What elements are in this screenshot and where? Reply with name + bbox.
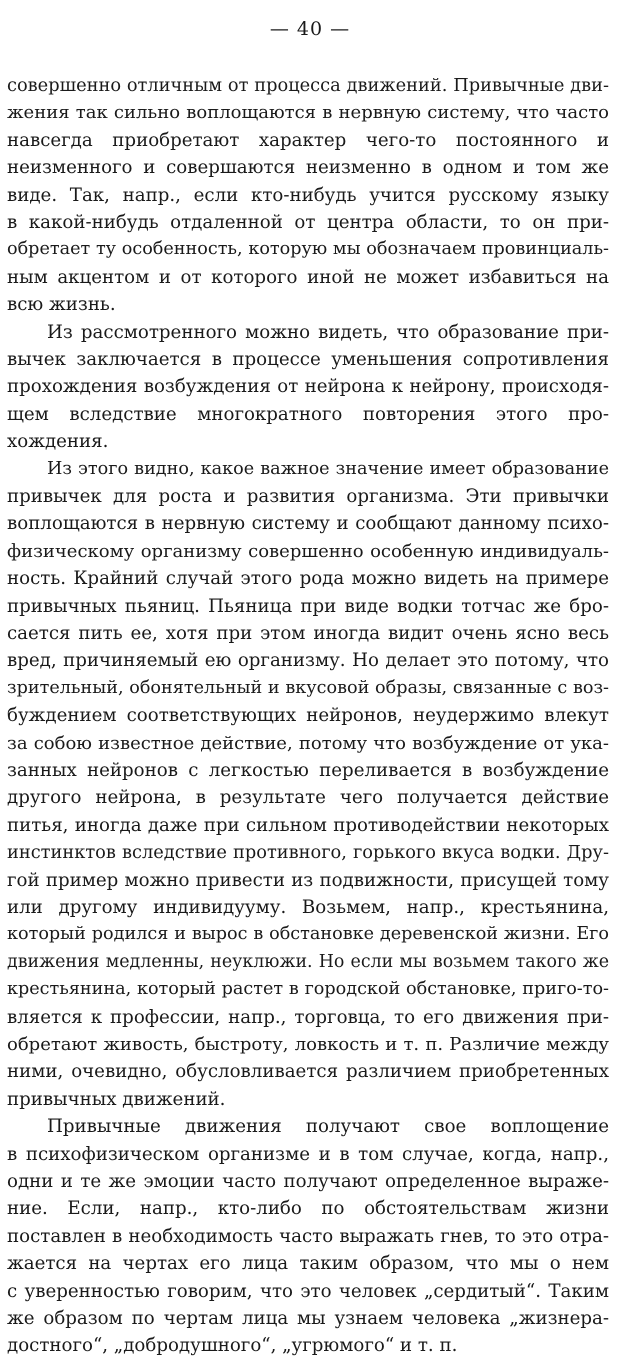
text-line: совершенно отличным от процесса движений. Привычные дви-	[7, 75, 609, 96]
text-line: обретает ту особенность, которую мы обозначаем провинциаль-	[7, 239, 609, 260]
text-line: поставлен в необходимость часто выражать гнев, то это отра-	[7, 1225, 609, 1247]
text-line: в психофизическом организме и в том случае, когда, напр.,	[7, 1143, 609, 1165]
text-line: буждением соответствующих нейронов, неудержимо влекут	[7, 705, 609, 727]
text-line: достного“, „добродушного“, „угрюмого“ и т. п.	[7, 1335, 458, 1357]
text-line: привычек для роста и развития организма. Эти привычки	[7, 486, 609, 507]
text-line: занных нейронов с легкостью переливается в возбуждение	[7, 760, 609, 781]
text-line: щем вследствие многократного повторения этого про-	[7, 403, 609, 425]
text-line: с уверенностью говорим, что это человек „сердитый“. Таким	[7, 1280, 609, 1302]
text-line: ними, очевидно, обусловливается различием приобретенных	[7, 1061, 609, 1083]
text-line: всю жизнь.	[7, 294, 116, 316]
text-line: за собою известное действие, потому что возбуждение от ука-	[7, 732, 609, 754]
text-line: Из рассмотренного можно видеть, что образование при-	[47, 321, 609, 343]
text-line: ние. Если, напр., кто-либо по обстоятельствам жизни	[7, 1198, 609, 1220]
text-line: который родился и вырос в обстановке деревенской жизни. Его	[7, 924, 609, 945]
text-line: движения медленны, неуклюжи. Но если мы возьмем такого же	[7, 951, 609, 972]
text-line: ным акцентом и от которого иной не может избавиться на	[7, 266, 609, 288]
text-line: крестьянина, который растет в городской обстановке, приго-то-	[7, 979, 609, 1000]
text-line: жения так сильно воплощаются в нервную систему, что часто	[7, 102, 609, 124]
text-line: другого нейрона, в результате чего получается действие	[7, 787, 609, 809]
text-line: Привычные движения получают свое воплощение	[47, 1116, 609, 1138]
text-line: инстинктов вследствие противного, горького вкуса водки. Дру-	[7, 842, 609, 864]
page-number: — 40 —	[269, 18, 351, 40]
text-line: виде. Так, напр., если кто-нибудь учится русскому языку	[7, 184, 609, 206]
text-line: воплощаются в нервную систему и сообщают данному психо-	[7, 513, 609, 535]
text-line: вред, причиняемый ею организму. Но делает это потому, что	[7, 650, 609, 672]
text-line: физическому организму совершенно особенную индивидуаль-	[7, 540, 609, 562]
text-line: жается на чертах его лица таким образом, что мы о нем	[7, 1253, 609, 1275]
text-line: же образом по чертам лица мы узнаем человека „жизнера-	[7, 1308, 609, 1329]
text-line: или другому индивидууму. Возьмем, напр., крестьянина,	[7, 897, 609, 918]
text-line: ность. Крайний случай этого рода можно видеть на примере	[7, 568, 609, 590]
text-line: неизменного и совершаются неизменно в одном и том же	[7, 157, 609, 179]
text-line: сается пить ее, хотя при этом иногда видит очень ясно весь	[7, 623, 609, 644]
text-line: прохождения возбуждения от нейрона к нейрону, происходя-	[7, 376, 609, 398]
text-line: Из этого видно, какое важное значение имеет образование	[47, 458, 609, 479]
text-line: в какой-нибудь отдаленной от центра области, то он при-	[7, 212, 609, 233]
text-line: привычных движений.	[7, 1088, 226, 1110]
text-line: одни и те же эмоции часто получают определенное выраже-	[7, 1171, 609, 1192]
text-line: навсегда приобретают характер чего-то постоянного и	[7, 129, 609, 151]
text-line: зрительный, обонятельный и вкусовой образы, связанные с воз-	[7, 677, 609, 698]
text-line: вычек заключается в процессе уменьшения сопротивления	[7, 349, 609, 370]
text-line: хождения.	[7, 431, 109, 453]
text-line: привычных пьяниц. Пьяница при виде водки тотчас же бро-	[7, 595, 609, 617]
text-line: питья, иногда даже при сильном противодействии некоторых	[7, 814, 609, 836]
text-line: обретают живость, быстроту, ловкость и т. п. Различие между	[7, 1034, 609, 1055]
text-line: гой пример можно привести из подвижности, присущей тому	[7, 869, 609, 891]
text-line: вляется к профессии, напр., торговца, то его движения при-	[7, 1006, 609, 1028]
